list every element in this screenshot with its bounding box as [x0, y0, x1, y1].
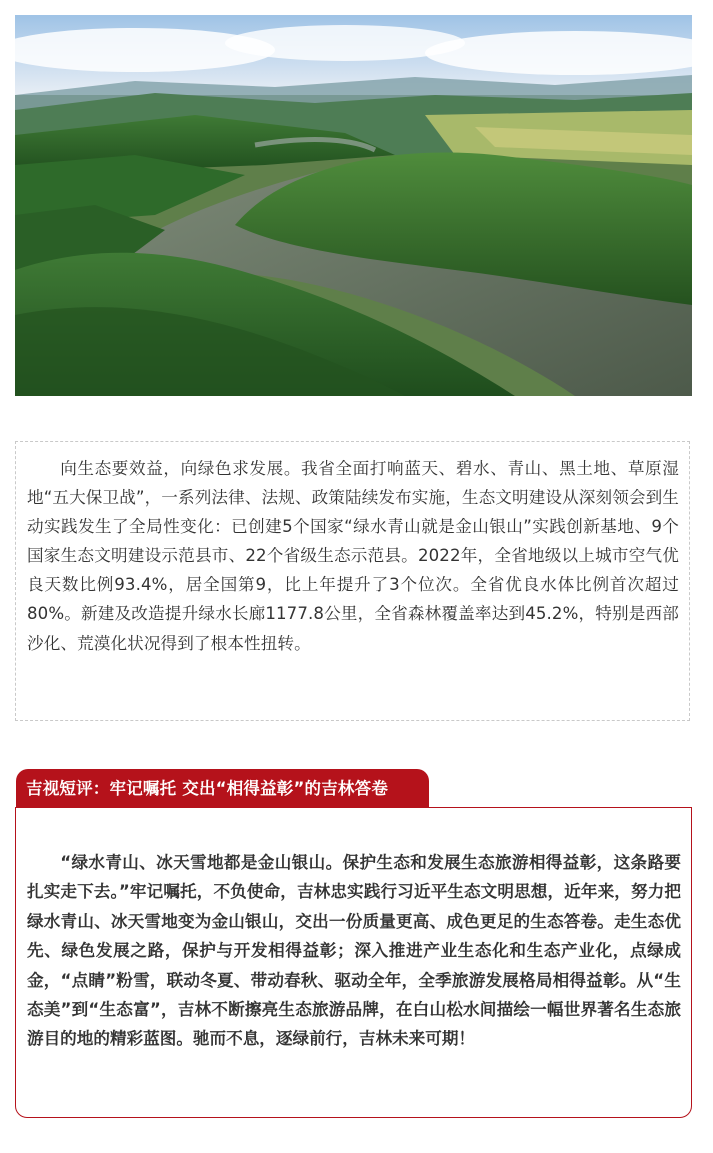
hero-landscape-photo	[15, 15, 692, 396]
commentary-paragraph: “绿水青山、冰天雪地都是金山银山。保护生态和发展生态旅游相得益彰，这条路要扎实走下去。”牢记嘱托，不负使命，吉林忠实践行习近平生态文明思想，近年来，努力把绿水青山、冰天雪地变为金山银山，交出一份质量更高、成色更足的生态答卷。走生态优先、绿色发展之路，保护与开发相得益彰；深入推进产业生态化和生态产业化，点绿成金，“点睛”粉雪，联动冬夏、带动春秋、驱动全年，全季旅游发展格局相得益彰。从“生态美”到“生态富”，吉林不断擦亮生态旅游品牌，在白山松水间描绘一幅世界著名生态旅游目的地的精彩蓝图。驰而不息，逐绿前行，吉林未来可期！	[27, 853, 681, 1049]
commentary-section-tab: 吉视短评：牢记嘱托 交出“相得益彰”的吉林答卷	[16, 769, 429, 808]
commentary-box	[15, 807, 692, 1118]
river-valley-illustration	[15, 15, 692, 396]
intro-text-box	[15, 441, 690, 721]
intro-paragraph: 向生态要效益，向绿色求发展。我省全面打响蓝天、碧水、青山、黑土地、草原湿地“五大保卫战”，一系列法律、法规、政策陆续发布实施，生态文明建设从深刻领会到生动实践发生了全局性变化：已创建5个国家“绿水青山就是金山银山”实践创新基地、9个国家生态文明建设示范县市、22个省级生态示范县。2022年，全省地级以上城市空气优良天数比例93.4%，居全国第9，比上年提升了3个位次。全省优良水体比例首次超过80%。新建及改造提升绿水长廊1177.8公里，全省森林覆盖率达到45.2%，特别是西部沙化、荒漠化状况得到了根本性扭转。	[27, 459, 679, 653]
